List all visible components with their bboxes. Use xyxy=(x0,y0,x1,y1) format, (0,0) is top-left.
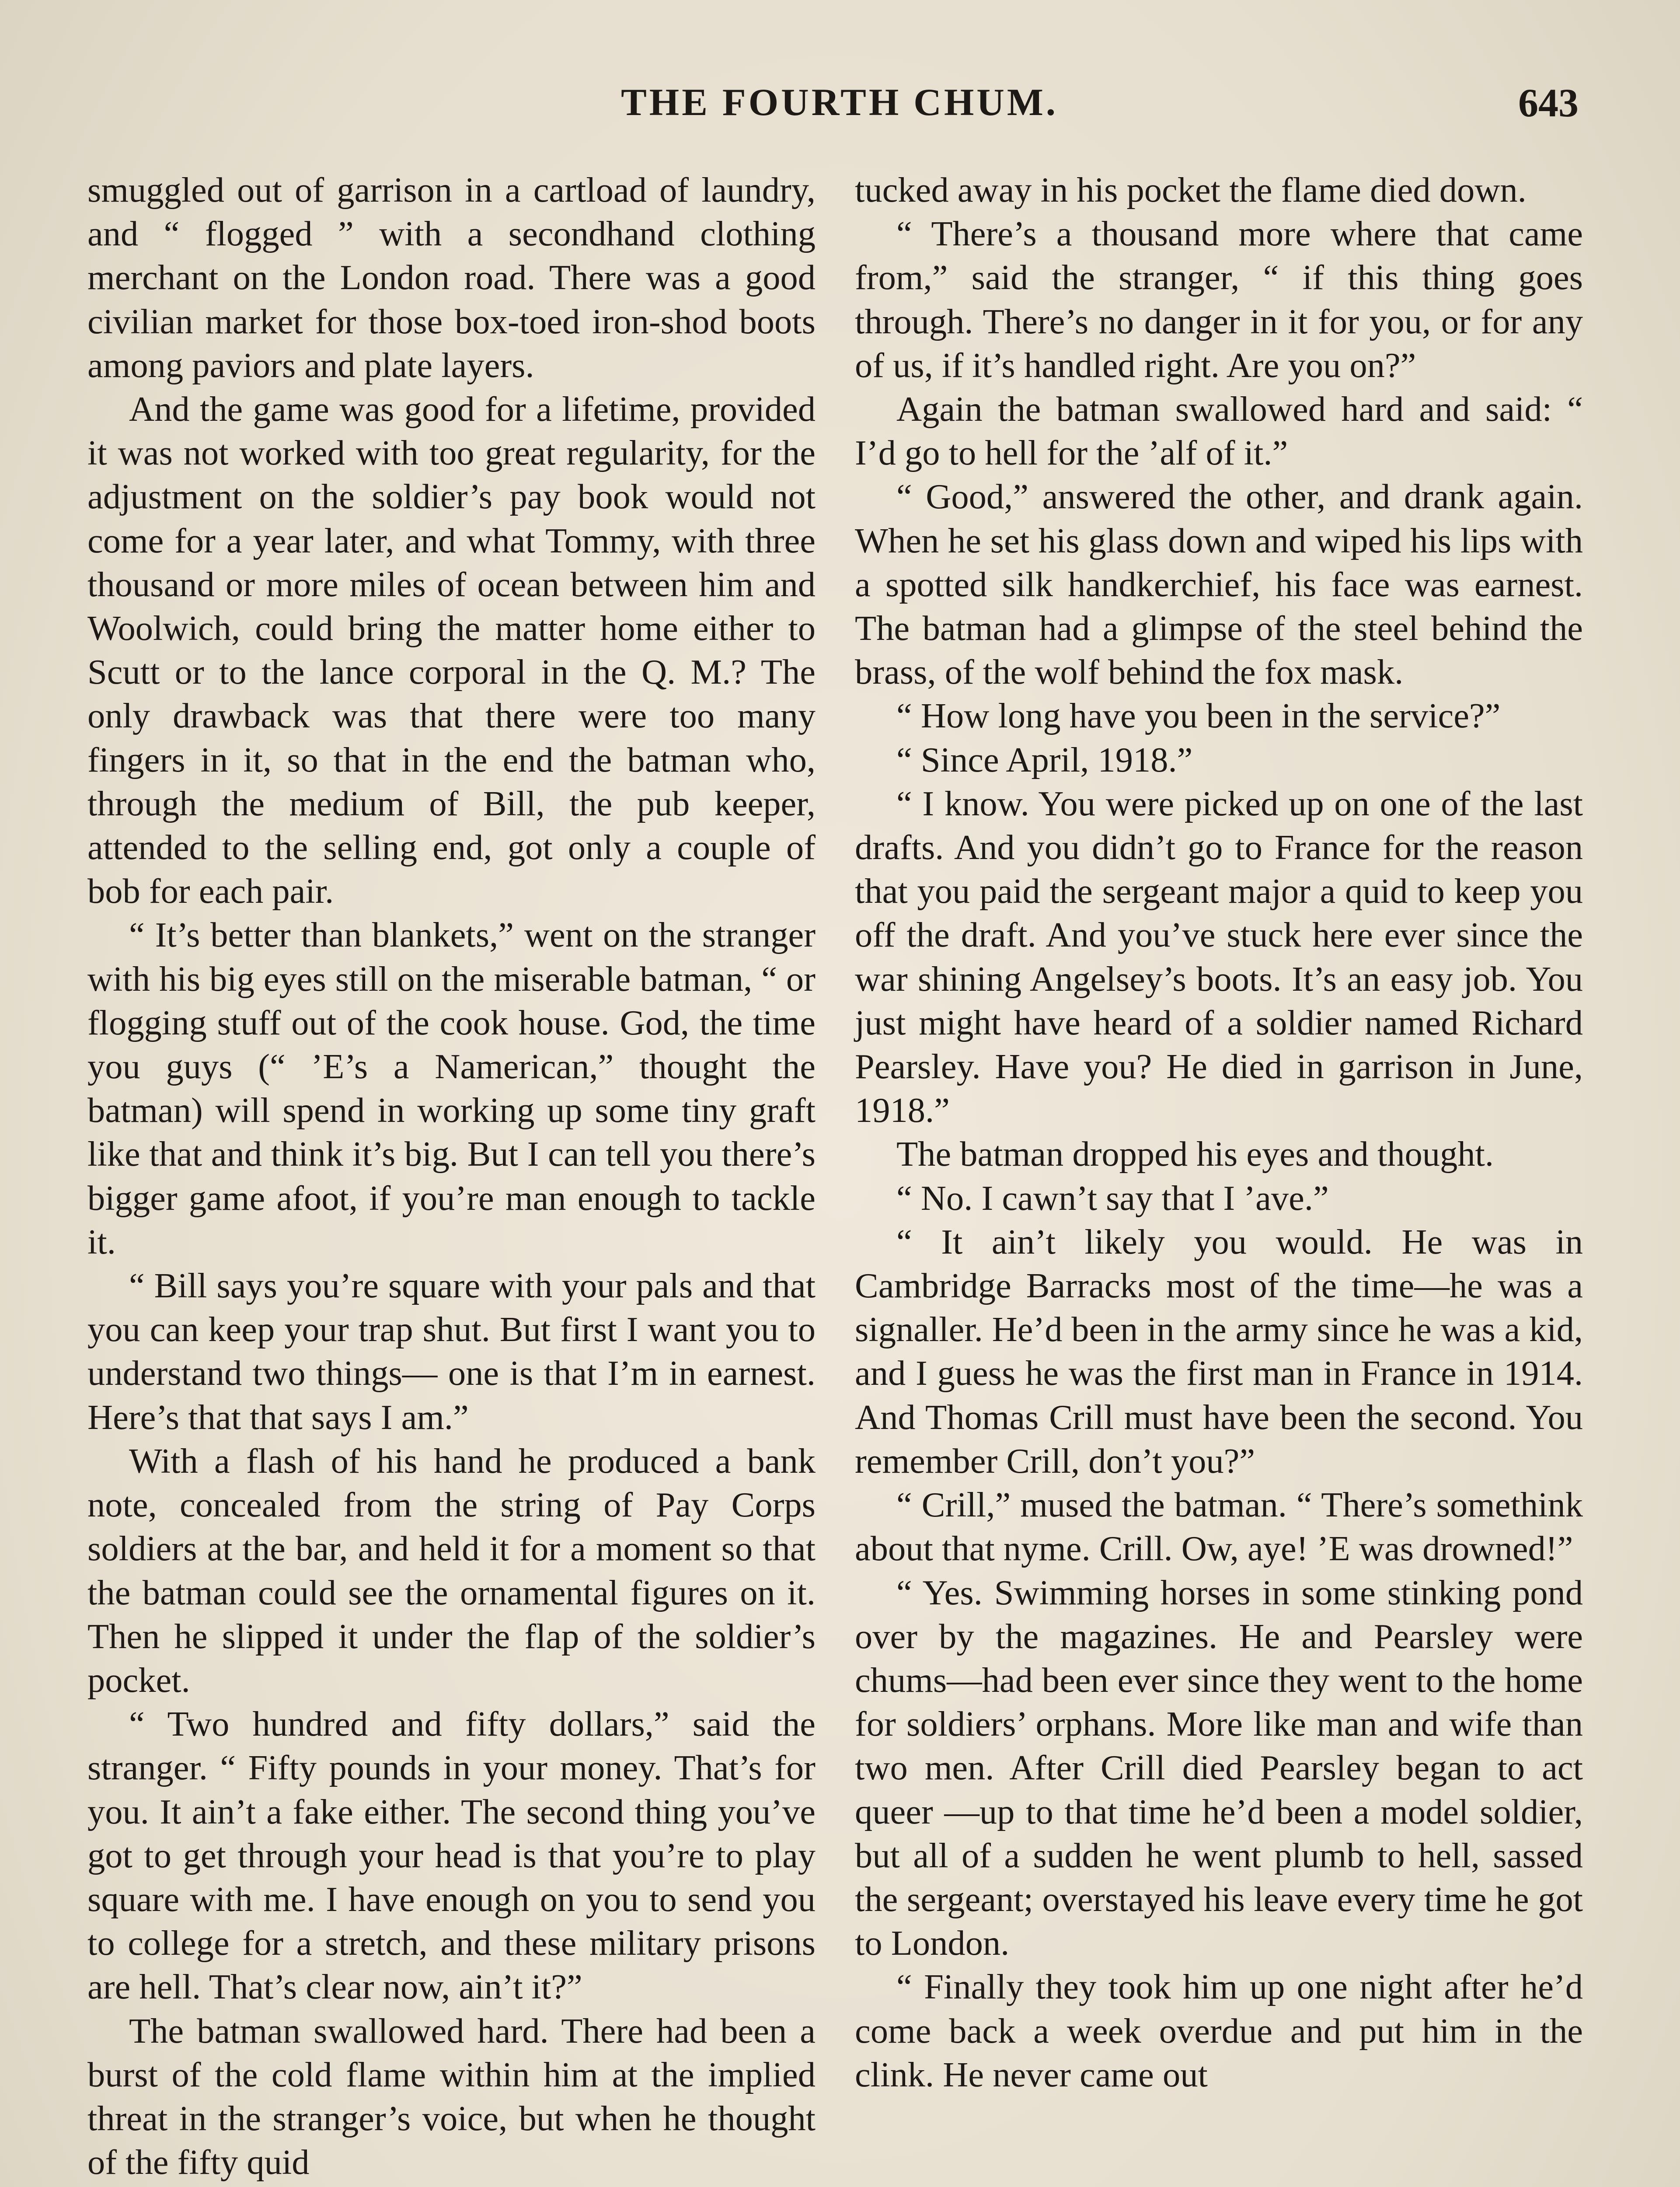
paragraph: The batman swallowed hard. There had been a burst of the cold flame within him at the implied threat in the stranger’s voice, but when he thought of the fifty quid xyxy=(87,2011,816,2182)
paragraph: Again the batman swallowed hard and said: “ I’d go to hell for the ’alf of it.” xyxy=(855,390,1583,473)
paragraph: “ Yes. Swimming horses in some stinking pond over by the magazines. He and Pearsley were chums—had been ever since they went to the home for soldiers’ orphans. More like man and wife than two men. After Crill died Pearsley began to act queer —up to that time he’d been a model soldier, but all of a sudden he went plumb to hell, sassed the sergeant; overstayed his leave every time he got to London. xyxy=(855,1573,1583,1963)
paragraph: “ Since April, 1918.” xyxy=(896,740,1193,779)
right-column xyxy=(855,168,1583,2097)
paragraph: “ Finally they took him up one night after he’d come back a week overdue and put him in the clink. He never came out xyxy=(855,1967,1583,2094)
left-column xyxy=(87,168,816,2184)
paragraph: “ How long have you been in the service?” xyxy=(896,696,1501,736)
paragraph: With a flash of his hand he produced a bank note, concealed from the string of Pay Corps soldiers at the bar, and held it for a moment so that the batman could see the ornamental figures on it. Then he slipped it under the flap of the soldier’s pocket. xyxy=(87,1441,816,1700)
running-head xyxy=(92,74,1587,131)
paragraph: “ Two hundred and fifty dollars,” said the stranger. “ Fifty pounds in your money. That’s for you. It ain’t a fake either. The second thing you’ve got to get through your head is that you’re to play square with me. I have enough on you to send you to college for a stretch, and these military prisons are hell. That’s clear now, ain’t it?” xyxy=(87,1705,816,2007)
paragraph: “ There’s a thousand more where that came from,” said the stranger, “ if this thing goes through. There’s no danger in it for you, or for any of us, if it’s handled right. Are you on?” xyxy=(855,214,1583,385)
paragraph: “ Bill says you’re square with your pals and that you can keep your trap shut. But first I want you to understand two things— one is that I’m in earnest. Here’s that that says I am.” xyxy=(87,1266,816,1437)
paragraph: “ Good,” answered the other, and drank again. When he set his glass down and wiped his lips with a spotted silk handkerchief, his face was earnest. The batman had a glimpse of the steel behind the brass, of the wolf behind the fox mask. xyxy=(855,477,1583,692)
paragraph: “ I know. You were picked up on one of the last drafts. And you didn’t go to France for the reason that you paid the sergeant major a quid to keep you off the draft. And you’ve stuck here ever since the war shining Angelsey’s boots. It’s an easy job. You just might have heard of a soldier named Richard Pearsley. Have you? He died in garrison in June, 1918.” xyxy=(855,784,1583,1130)
paragraph: “ It’s better than blankets,” went on the stranger with his big eyes still on the miserable batman, “ or flogging stuff out of the cook house. God, the time you guys (“ ’E’s a Namerican,” thought the batman) will spend in working up some tiny graft like that and think it’s big. But I can tell you there’s bigger game afoot, if you’re man enough to tackle it. xyxy=(87,915,816,1261)
paragraph: And the game was good for a lifetime, provided it was not worked with too great regularity, for the adjustment on the soldier’s pay book would not come for a year later, and what Tommy, with three thousand or more miles of ocean between him and Woolwich, could bring the matter home either to Scutt or to the lance corporal in the Q. M.? The only drawback was that there were too many fingers in it, so that in the end the batman who, through the medium of Bill, the pub keeper, attended to the selling end, got only a couple of bob for each pair. xyxy=(87,390,816,911)
paragraph: “ Crill,” mused the batman. “ There’s somethink about that nyme. Crill. Ow, aye! ’E was drowned!” xyxy=(855,1485,1583,1569)
page-title: THE FOURTH CHUM. xyxy=(621,81,1058,124)
paragraph: “ It ain’t likely you would. He was in Cambridge Barracks most of the time—he was a signaller. He’d been in the army since he was a kid, and I guess he was the first man in France in 1914. And Thomas Crill must have been the second. You remember Crill, don’t you?” xyxy=(855,1222,1583,1481)
paragraph: smuggled out of garrison in a cartload of laundry, and “ flogged ” with a secondhand clothing merchant on the London road. There was a good civilian market for those box-toed iron-shod boots among paviors and plate layers. xyxy=(87,171,816,385)
paragraph: The batman dropped his eyes and thought. xyxy=(896,1135,1494,1174)
paragraph: tucked away in his pocket the flame died down. xyxy=(855,171,1527,210)
paragraph: “ No. I cawn’t say that I ’ave.” xyxy=(896,1178,1329,1218)
page-number: 643 xyxy=(1518,80,1579,125)
